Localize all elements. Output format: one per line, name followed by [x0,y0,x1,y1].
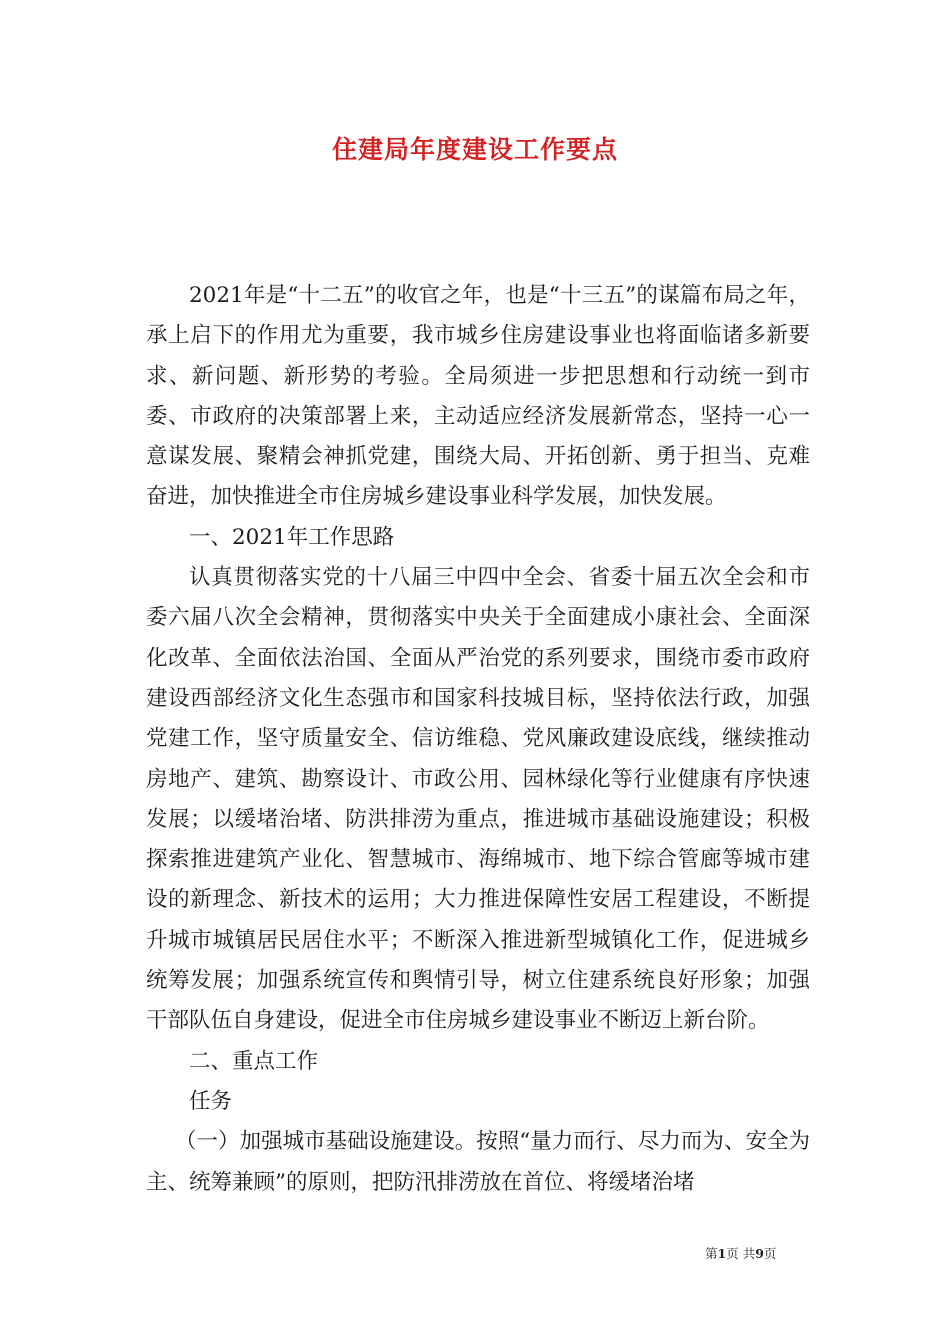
footer-middle: 页 共 [726,1246,756,1261]
footer-total-pages: 9 [755,1246,764,1261]
document-title: 住建局年度建设工作要点 [331,135,618,164]
label-tasks: 任务 [189,1088,233,1114]
footer-current-page: 1 [717,1246,727,1261]
paragraph-work-ideas: 认真贯彻落实党的十八届三中四中全会、省委十届五次全会和市委六届八次全会精神，贯彻落实中央关于全面建成小康社会、全面深化改革、全面依法治国、全面从严治党的系列要求，围绕市委市政府建设西部经济文化生态强市和国家科技城目标，坚持依法行政，加强党建工作，坚守质量安全、信访维稳、党风廉政建设底线，继续推动房地产、建筑、勘察设计、市政公用、园林绿化等行业健康有序快速发展；以缓堵治堵、防洪排涝为重点，推进城市基础设施建设；积极探索推进建筑产业化、智慧城市、海绵城市、地下综合管廊等城市建设的新理念、新技术的运用；大力推进保障性安居工程建设，不断提升城市城镇居民居住水平；不断深入推进新型城镇化工作，促进城乡统筹发展；加强系统宣传和舆情引导，树立住建系统良好形象；加强干部队伍自身建设，促进全市住房城乡建设事业不断迈上新台阶。 [146,565,810,1034]
page-number-footer [705,1245,815,1263]
heading-work-ideas: 一、2021年工作思路 [189,524,395,550]
heading-key-work: 二、重点工作 [189,1048,319,1074]
footer-suffix: 页 [763,1246,777,1261]
document-body [146,276,810,1203]
footer-prefix: 第 [705,1246,718,1261]
paragraph-infrastructure: （一）加强城市基础设施建设。按照“量力而行、尽力而为、安全为主、统筹兼顾”的原则，把防汛排涝放在首位、将缓堵治堵 [146,1129,810,1195]
paragraph-intro: 2021年是“十二五”的收官之年，也是“十三五”的谋篇布局之年，承上启下的作用尤为重要，我市城乡住房建设事业也将面临诸多新要求、新问题、新形势的考验。全局须进一步把思想和行动统一到市委、市政府的决策部署上来，主动适应经济发展新常态，坚持一心一意谋发展、聚精会神抓党建，围绕大局、开拓创新、勇于担当、克难奋进，加快推进全市住房城乡建设事业科学发展，加快发展。 [146,283,810,510]
